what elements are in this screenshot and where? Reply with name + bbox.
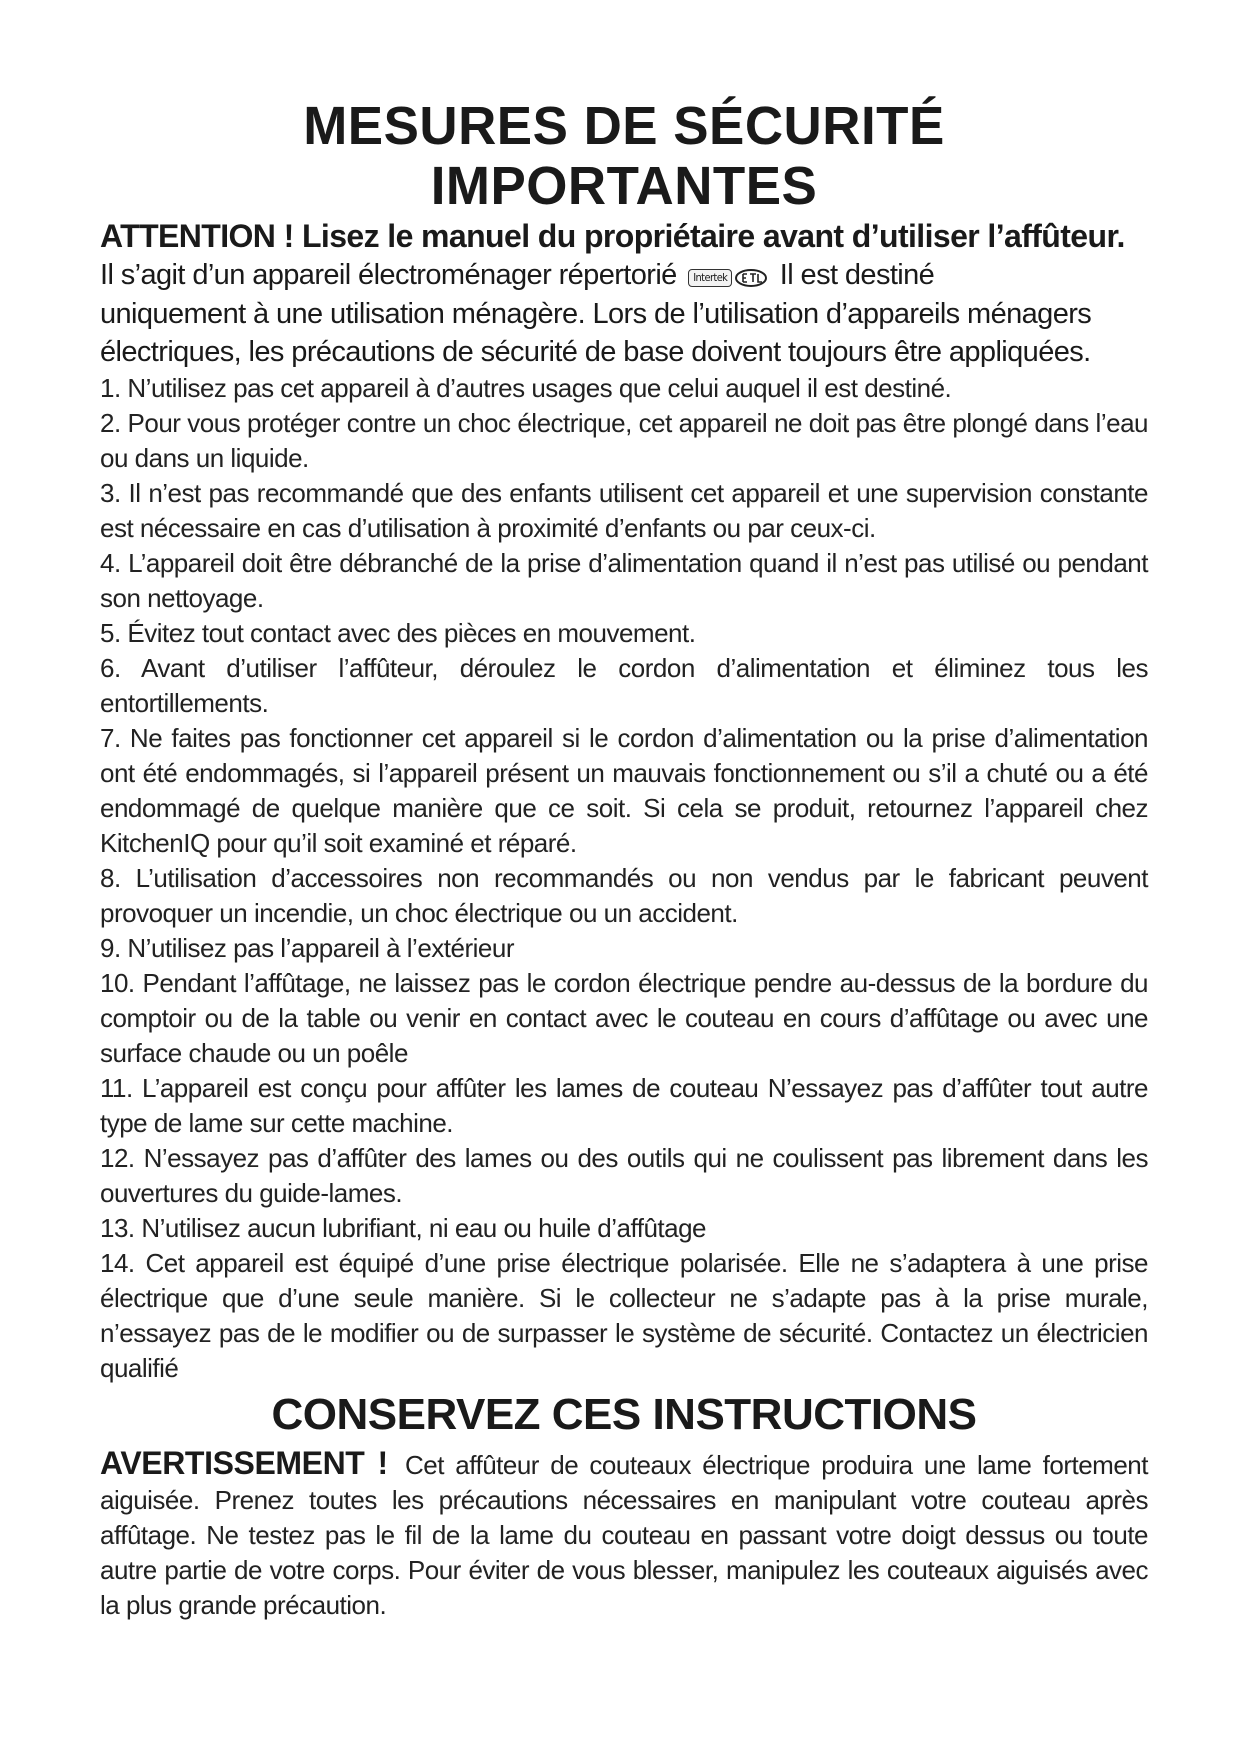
certification-logo bbox=[688, 257, 768, 295]
list-item: 12. N’essayez pas d’affûter des lames ou des outils qui ne coulissent pas librement dans les ouvertures du guide-lames. bbox=[100, 1143, 1148, 1209]
list-item: 3. Il n’est pas recommandé que des enfants utilisent cet appareil et une supervision constante est nécessaire en cas d’utilisation à proximité d’enfants ou par ceux-ci. bbox=[100, 478, 1148, 544]
document-page bbox=[100, 96, 1148, 1623]
intro-line-1 bbox=[100, 256, 1148, 295]
attention-notice: ATTENTION ! Lisez le manuel du propriétaire avant d’utiliser l’affûteur. bbox=[100, 218, 1125, 254]
list-item: 2. Pour vous protéger contre un choc électrique, cet appareil ne doit pas être plongé dans l’eau ou dans un liquide. bbox=[100, 408, 1148, 474]
list-item: 6. Avant d’utiliser l’affûteur, déroulez le cordon d’alimentation et éliminez tous les entortillements. bbox=[100, 653, 1148, 719]
list-item: 5. Évitez tout contact avec des pièces en mouvement. bbox=[100, 618, 696, 649]
list-item: 4. L’appareil doit être débranché de la prise d’alimentation quand il n’est pas utilisé ou pendant son nettoyage. bbox=[100, 548, 1148, 614]
list-item: 10. Pendant l’affûtage, ne laissez pas le cordon électrique pendre au-dessus de la bordure du comptoir ou de la table ou venir en contact avec le couteau en cours d’affûtage ou avec une surface chaude ou un poêle bbox=[100, 968, 1148, 1069]
warning-text: Cet affûteur de couteaux électrique produira une lame fortement aiguisée. Prenez toutes les précautions nécessaires en manipulant votre couteau après affûtage. Ne testez pas le fil de la lame du couteau en passant votre doigt dessus ou toute autre partie de votre corps. Pour éviter de vous blesser, manipulez les couteaux aiguisés avec la plus grande précaution. bbox=[100, 1450, 1148, 1621]
intro-paragraph bbox=[100, 256, 1148, 371]
list-item: 14. Cet appareil est équipé d’une prise électrique polarisée. Elle ne s’adaptera à une prise électrique que d’une seule manière. Si le collecteur ne s’adapte pas à la prise murale, n’essayez pas de le modifier ou de surpasser le système de sécurité. Contactez un électricien qualifié bbox=[100, 1248, 1148, 1384]
list-item: 9. N’utilisez pas l’appareil à l’extérieur bbox=[100, 933, 514, 964]
intertek-logo: Intertek bbox=[688, 269, 732, 287]
intro-text-after-logo: Il est destiné bbox=[779, 259, 935, 291]
list-item: 1. N’utilisez pas cet appareil à d’autres usages que celui auquel il est destiné. bbox=[100, 373, 952, 404]
warning-paragraph bbox=[100, 1446, 1148, 1623]
page-title: MESURES DE SÉCURITÉ IMPORTANTES bbox=[303, 96, 945, 216]
list-item: 13. N’utilisez aucun lubrifiant, ni eau ou huile d’affûtage bbox=[100, 1213, 707, 1244]
list-item: 7. Ne faites pas fonctionner cet appareil si le cordon d’alimentation ou la prise d’alimentation ont été endommagés, si l’appareil présent un mauvais fonctionnement ou s’il a chuté ou a été endommagé de quelque manière que ce soit. Si cela se produit, retournez l’appareil chez KitchenIQ pour qu’il soit examiné et réparé. bbox=[100, 723, 1148, 859]
list-item: 11. L’appareil est conçu pour affûter les lames de couteau N’essayez pas d’affûter tout autre type de lame sur cette machine. bbox=[100, 1073, 1148, 1139]
intro-line-3: électriques, les précautions de sécurité de base doivent toujours être appliquées. bbox=[100, 336, 1091, 369]
warning-label: AVERTISSEMENT ! bbox=[100, 1445, 388, 1482]
intro-line-2: uniquement à une utilisation ménagère. Lors de l’utilisation d’appareils ménagers bbox=[100, 298, 1092, 331]
safety-instructions-list bbox=[100, 371, 1148, 1386]
etl-mark-icon bbox=[734, 268, 768, 288]
save-instructions-heading: CONSERVEZ CES INSTRUCTIONS bbox=[271, 1390, 977, 1440]
intro-text-before-logo: Il s’agit d’un appareil électroménager répertorié bbox=[100, 259, 677, 291]
list-item: 8. L’utilisation d’accessoires non recommandés ou non vendus par le fabricant peuvent provoquer un incendie, un choc électrique ou un accident. bbox=[100, 863, 1148, 929]
